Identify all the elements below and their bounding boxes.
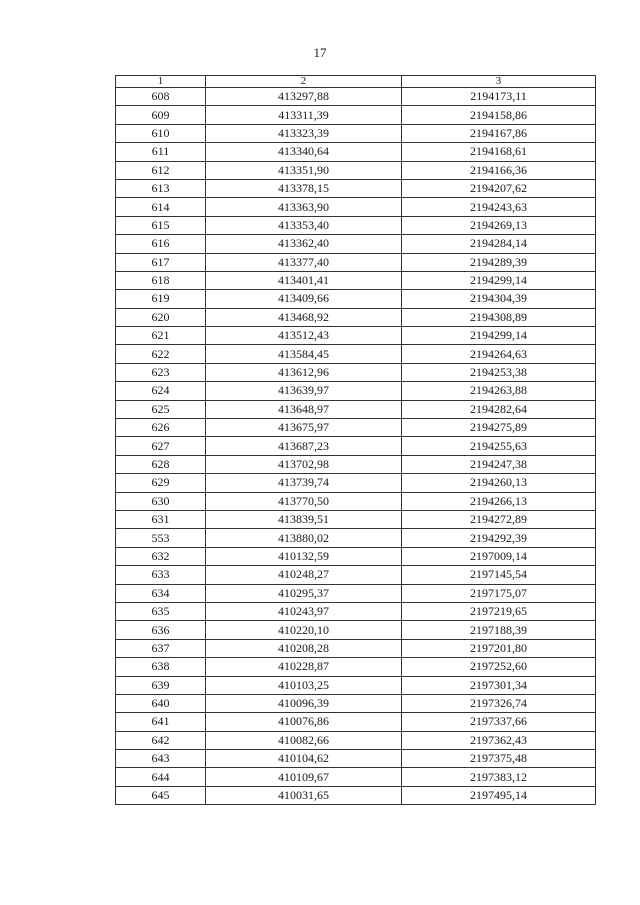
table-row [116, 382, 596, 400]
x-coordinate-cell: 413378,15 [206, 179, 402, 197]
table-row [116, 235, 596, 253]
y-coordinate-cell: 2197219,65 [402, 602, 596, 620]
table-row [116, 639, 596, 657]
point-number-cell: 614 [116, 198, 206, 216]
x-coordinate-cell: 413401,41 [206, 271, 402, 289]
table-row [116, 88, 596, 106]
table-row [116, 474, 596, 492]
y-coordinate-cell: 2194166,36 [402, 161, 596, 179]
x-coordinate-cell: 413612,96 [206, 363, 402, 381]
point-number-cell: 625 [116, 400, 206, 418]
y-coordinate-cell: 2194255,63 [402, 437, 596, 455]
y-coordinate-cell: 2197375,48 [402, 750, 596, 768]
point-number-cell: 616 [116, 235, 206, 253]
point-number-cell: 638 [116, 658, 206, 676]
x-coordinate-cell: 410295,37 [206, 584, 402, 602]
x-coordinate-cell: 413323,39 [206, 124, 402, 142]
x-coordinate-cell: 413297,88 [206, 88, 402, 106]
x-coordinate-cell: 410103,25 [206, 676, 402, 694]
y-coordinate-cell: 2197362,43 [402, 731, 596, 749]
y-coordinate-cell: 2194243,63 [402, 198, 596, 216]
x-coordinate-cell: 410228,87 [206, 658, 402, 676]
x-coordinate-cell: 413639,97 [206, 382, 402, 400]
table-body [116, 88, 596, 805]
y-coordinate-cell: 2194304,39 [402, 290, 596, 308]
y-coordinate-cell: 2194266,13 [402, 492, 596, 510]
y-coordinate-cell: 2194272,89 [402, 510, 596, 528]
y-coordinate-cell: 2194292,39 [402, 529, 596, 547]
x-coordinate-cell: 410031,65 [206, 786, 402, 804]
point-number-cell: 635 [116, 602, 206, 620]
table-header-row [116, 76, 596, 88]
x-coordinate-cell: 410208,28 [206, 639, 402, 657]
x-coordinate-cell: 413839,51 [206, 510, 402, 528]
point-number-cell: 643 [116, 750, 206, 768]
point-number-cell: 628 [116, 455, 206, 473]
point-number-cell: 639 [116, 676, 206, 694]
point-number-cell: 634 [116, 584, 206, 602]
x-coordinate-cell: 413739,74 [206, 474, 402, 492]
y-coordinate-cell: 2194158,86 [402, 106, 596, 124]
table-row [116, 584, 596, 602]
point-number-cell: 620 [116, 308, 206, 326]
x-coordinate-cell: 410132,59 [206, 547, 402, 565]
table-row [116, 179, 596, 197]
y-coordinate-cell: 2197337,66 [402, 713, 596, 731]
y-coordinate-cell: 2197326,74 [402, 694, 596, 712]
x-coordinate-cell: 413648,97 [206, 400, 402, 418]
table-row [116, 602, 596, 620]
x-coordinate-cell: 410243,97 [206, 602, 402, 620]
point-number-cell: 608 [116, 88, 206, 106]
point-number-cell: 622 [116, 345, 206, 363]
point-number-cell: 623 [116, 363, 206, 381]
y-coordinate-cell: 2194173,11 [402, 88, 596, 106]
table-row [116, 106, 596, 124]
x-coordinate-cell: 413770,50 [206, 492, 402, 510]
table-row [116, 198, 596, 216]
x-coordinate-cell: 413409,66 [206, 290, 402, 308]
point-number-cell: 645 [116, 786, 206, 804]
x-coordinate-cell: 410220,10 [206, 621, 402, 639]
x-coordinate-cell: 410248,27 [206, 566, 402, 584]
x-coordinate-cell: 413340,64 [206, 143, 402, 161]
point-number-cell: 619 [116, 290, 206, 308]
table-row [116, 621, 596, 639]
coordinates-table [115, 75, 596, 805]
table-row [116, 327, 596, 345]
y-coordinate-cell: 2197252,60 [402, 658, 596, 676]
x-coordinate-cell: 410096,39 [206, 694, 402, 712]
table-row [116, 658, 596, 676]
y-coordinate-cell: 2194299,14 [402, 327, 596, 345]
point-number-cell: 629 [116, 474, 206, 492]
x-coordinate-cell: 413675,97 [206, 419, 402, 437]
table-row [116, 492, 596, 510]
point-number-cell: 644 [116, 768, 206, 786]
y-coordinate-cell: 2197145,54 [402, 566, 596, 584]
y-coordinate-cell: 2194260,13 [402, 474, 596, 492]
page-number: 17 [313, 45, 327, 60]
x-coordinate-cell: 413311,39 [206, 106, 402, 124]
point-number-cell: 630 [116, 492, 206, 510]
y-coordinate-cell: 2194168,61 [402, 143, 596, 161]
table-row [116, 437, 596, 455]
x-coordinate-cell: 413351,90 [206, 161, 402, 179]
point-number-cell: 610 [116, 124, 206, 142]
x-coordinate-cell: 413880,02 [206, 529, 402, 547]
point-number-cell: 633 [116, 566, 206, 584]
y-coordinate-cell: 2194167,86 [402, 124, 596, 142]
y-coordinate-cell: 2194289,39 [402, 253, 596, 271]
table-row [116, 363, 596, 381]
table-row [116, 216, 596, 234]
table-header [116, 76, 596, 88]
y-coordinate-cell: 2197201,80 [402, 639, 596, 657]
x-coordinate-cell: 413353,40 [206, 216, 402, 234]
y-coordinate-cell: 2197301,34 [402, 676, 596, 694]
y-coordinate-cell: 2194308,89 [402, 308, 596, 326]
y-coordinate-cell: 2194263,88 [402, 382, 596, 400]
x-coordinate-cell: 413687,23 [206, 437, 402, 455]
point-number-cell: 609 [116, 106, 206, 124]
x-coordinate-cell: 413584,45 [206, 345, 402, 363]
point-number-cell: 621 [116, 327, 206, 345]
table-row [116, 694, 596, 712]
x-coordinate-cell: 413363,90 [206, 198, 402, 216]
y-coordinate-cell: 2194269,13 [402, 216, 596, 234]
x-coordinate-cell: 413377,40 [206, 253, 402, 271]
point-number-cell: 611 [116, 143, 206, 161]
table-row [116, 253, 596, 271]
point-number-cell: 637 [116, 639, 206, 657]
column-header-1: 1 [116, 76, 206, 88]
table-row [116, 676, 596, 694]
x-coordinate-cell: 413702,98 [206, 455, 402, 473]
y-coordinate-cell: 2194247,38 [402, 455, 596, 473]
y-coordinate-cell: 2197188,39 [402, 621, 596, 639]
point-number-cell: 627 [116, 437, 206, 455]
column-header-2: 2 [206, 76, 402, 88]
point-number-cell: 617 [116, 253, 206, 271]
table-row [116, 455, 596, 473]
point-number-cell: 632 [116, 547, 206, 565]
point-number-cell: 612 [116, 161, 206, 179]
y-coordinate-cell: 2194282,64 [402, 400, 596, 418]
table-row [116, 400, 596, 418]
point-number-cell: 613 [116, 179, 206, 197]
x-coordinate-cell: 413468,92 [206, 308, 402, 326]
table-row [116, 547, 596, 565]
point-number-cell: 636 [116, 621, 206, 639]
point-number-cell: 624 [116, 382, 206, 400]
point-number-cell: 641 [116, 713, 206, 731]
point-number-cell: 631 [116, 510, 206, 528]
table-row [116, 566, 596, 584]
y-coordinate-cell: 2194284,14 [402, 235, 596, 253]
x-coordinate-cell: 413362,40 [206, 235, 402, 253]
table-row [116, 510, 596, 528]
point-number-cell: 642 [116, 731, 206, 749]
y-coordinate-cell: 2197495,14 [402, 786, 596, 804]
table-row [116, 713, 596, 731]
point-number-cell: 618 [116, 271, 206, 289]
x-coordinate-cell: 410082,66 [206, 731, 402, 749]
table-row [116, 786, 596, 804]
table-row [116, 345, 596, 363]
x-coordinate-cell: 410104,62 [206, 750, 402, 768]
column-header-3: 3 [402, 76, 596, 88]
table-row [116, 290, 596, 308]
table-row [116, 731, 596, 749]
point-number-cell: 553 [116, 529, 206, 547]
y-coordinate-cell: 2194299,14 [402, 271, 596, 289]
x-coordinate-cell: 410109,67 [206, 768, 402, 786]
table-row [116, 768, 596, 786]
y-coordinate-cell: 2197009,14 [402, 547, 596, 565]
y-coordinate-cell: 2194207,62 [402, 179, 596, 197]
point-number-cell: 640 [116, 694, 206, 712]
table-row [116, 308, 596, 326]
y-coordinate-cell: 2197175,07 [402, 584, 596, 602]
x-coordinate-cell: 410076,86 [206, 713, 402, 731]
x-coordinate-cell: 413512,43 [206, 327, 402, 345]
table-row [116, 124, 596, 142]
table-row [116, 750, 596, 768]
table-row [116, 419, 596, 437]
y-coordinate-cell: 2194264,63 [402, 345, 596, 363]
table-row [116, 271, 596, 289]
table-row [116, 529, 596, 547]
point-number-cell: 615 [116, 216, 206, 234]
y-coordinate-cell: 2194253,38 [402, 363, 596, 381]
table-row [116, 161, 596, 179]
table-row [116, 143, 596, 161]
y-coordinate-cell: 2197383,12 [402, 768, 596, 786]
y-coordinate-cell: 2194275,89 [402, 419, 596, 437]
point-number-cell: 626 [116, 419, 206, 437]
